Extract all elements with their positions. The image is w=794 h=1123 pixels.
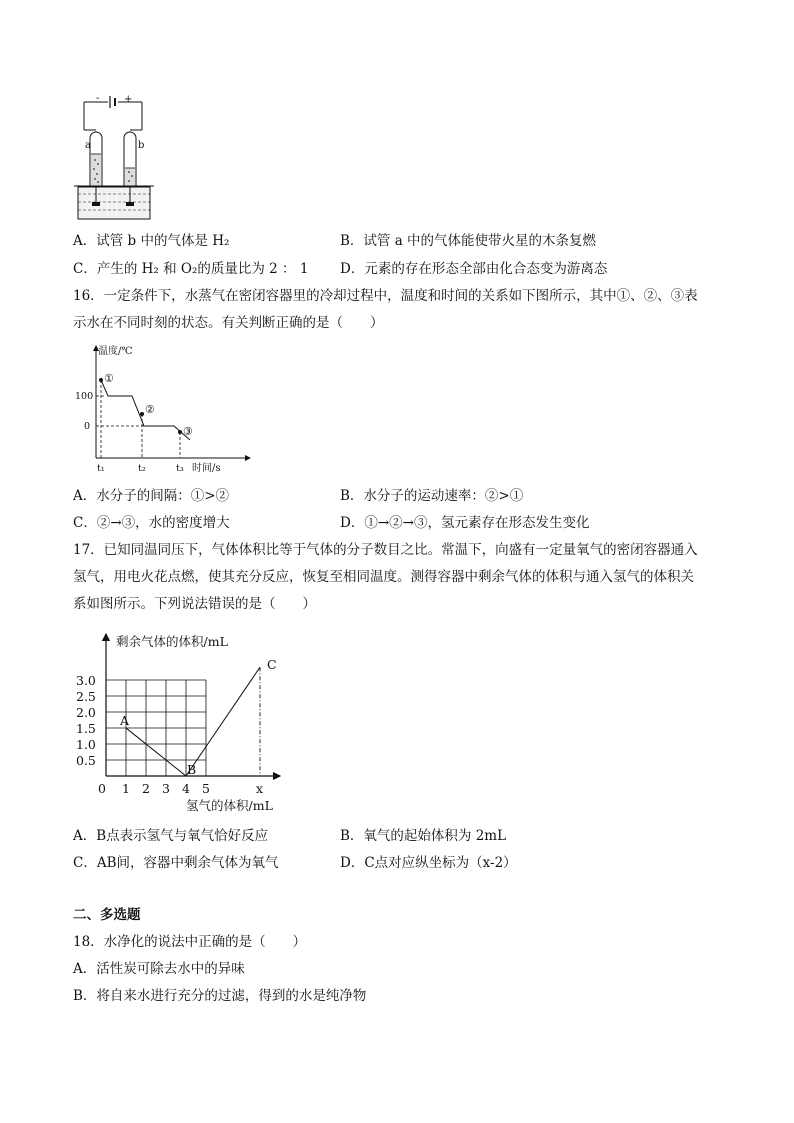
q16-stem-line-2: 示水在不同时刻的状态。有关判断正确的是（ ） xyxy=(73,315,384,331)
q17-point-c-label: C xyxy=(267,657,277,673)
tube-a-label: a xyxy=(85,140,91,151)
q16-point-2 xyxy=(140,412,144,416)
electrode-a xyxy=(92,202,100,206)
q17-ytick-label: 3.0 xyxy=(76,673,96,688)
q17-xtick-label: 2 xyxy=(142,781,150,796)
q16-point-1 xyxy=(99,378,103,382)
q16-stem-line-1: 16．一定条件下，水蒸气在密闭容器里的冷却过程中，温度和时间的关系如下图所示，其中①、②、③表 xyxy=(73,288,698,304)
q16-temperature-time-chart xyxy=(72,340,262,480)
q17-xtick-label: 1 xyxy=(122,781,130,796)
q17-ytick-label: 2.5 xyxy=(76,689,96,704)
q17-xtick-label: 0 xyxy=(98,781,106,796)
q15-option-a: A．试管 b 中的气体是 H₂ xyxy=(73,233,230,249)
q17-point-a-label: A xyxy=(120,713,130,728)
section-title-multiple-choice: 二、多选题 xyxy=(73,907,141,923)
q16-option-c: C．②→③，水的密度增大 xyxy=(73,515,230,531)
q17-stem-line-3: 系如图所示。下列说法错误的是（ ） xyxy=(73,596,316,612)
q16-option-a: A．水分子的间隔：①>② xyxy=(73,488,230,504)
electrode-b xyxy=(126,202,134,206)
q17-point-b-label: B xyxy=(187,762,197,777)
q17-y-axis-label: 剩余气体的体积/mL xyxy=(116,634,228,649)
q17-xtick-label: 5 xyxy=(202,781,210,796)
q17-ytick-label: 0.5 xyxy=(76,753,96,768)
q17-remaining-gas-chart xyxy=(70,622,300,822)
battery-minus-label: - xyxy=(96,93,100,104)
water-basin xyxy=(78,187,150,219)
q16-option-d: D．①→②→③，氢元素存在形态发生变化 xyxy=(340,515,590,531)
q16-xtick-t1: t₁ xyxy=(97,463,105,474)
q16-ytick-0: 0 xyxy=(84,421,91,432)
q16-xtick-t2: t₂ xyxy=(138,463,146,474)
q16-xtick-t3: t₃ xyxy=(176,463,184,474)
q18-option-a: A．活性炭可除去水中的异味 xyxy=(73,961,245,977)
q16-y-axis-label: 温度/℃ xyxy=(98,346,133,357)
q17-option-c: C．AB间，容器中剩余气体为氧气 xyxy=(73,855,279,871)
q17-xtick-label: 4 xyxy=(182,781,190,796)
q18-stem: 18．水净化的说法中正确的是（ ） xyxy=(73,934,307,950)
q16-point-3 xyxy=(178,430,182,434)
q17-option-b: B．氧气的起始体积为 2mL xyxy=(340,828,507,844)
q18-option-b: B．将自来水进行充分的过滤，得到的水是纯净物 xyxy=(73,988,367,1004)
q15-option-b: B．试管 a 中的气体能使带火星的木条复燃 xyxy=(340,233,597,249)
q15-option-c: C．产生的 H₂ 和 O₂的质量比为 2 ： 1 xyxy=(73,261,309,277)
q16-x-axis-label: 时间/s xyxy=(192,463,221,474)
q17-xtick-label: 3 xyxy=(162,781,170,796)
q17-x-variable-label: x xyxy=(256,781,264,796)
q17-option-d: D．C点对应纵坐标为（x-2） xyxy=(340,855,517,871)
q16-option-b: B．水分子的运动速率：②>① xyxy=(340,488,524,504)
q16-marker-2: ② xyxy=(145,403,155,416)
q16-marker-1: ① xyxy=(104,372,114,385)
electrolysis-apparatus-figure xyxy=(72,92,162,222)
q17-ytick-label: 2.0 xyxy=(76,705,96,720)
battery-plus-label: + xyxy=(124,94,133,105)
q17-option-a: A．B点表示氢气与氧气恰好反应 xyxy=(73,828,269,844)
q17-stem-line-2: 氢气，用电火花点燃，使其充分反应，恢复至相同温度。测得容器中剩余气体的体积与通入氢气的体积关 xyxy=(73,569,694,585)
q17-stem-line-1: 17．已知同温同压下，气体体积比等于气体的分子数目之比。常温下，向盛有一定量氧气的密闭容器通入 xyxy=(73,542,698,558)
q17-x-axis-label: 氢气的体积/mL xyxy=(186,798,273,813)
tube-b-label: b xyxy=(138,140,145,151)
q17-ytick-label: 1.5 xyxy=(76,721,96,736)
q16-ytick-100: 100 xyxy=(75,391,94,402)
q17-ytick-label: 1.0 xyxy=(76,737,96,752)
q15-option-d: D．元素的存在形态全部由化合态变为游离态 xyxy=(340,261,608,277)
q16-marker-3: ③ xyxy=(183,425,193,438)
